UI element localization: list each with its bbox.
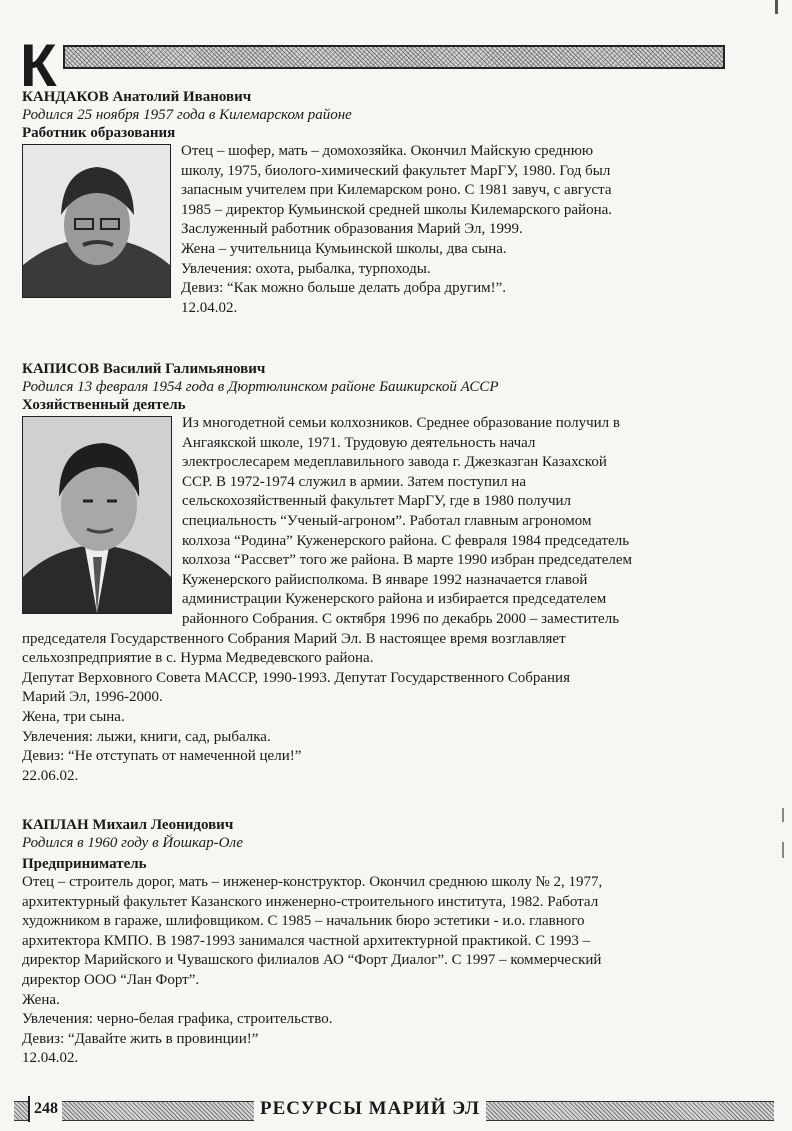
journal-title: РЕСУРСЫ МАРИЙ ЭЛ — [254, 1096, 486, 1122]
bio-line: колхоза “Родина” Куженерского района. С февраля 1984 председатель — [182, 532, 630, 549]
bio-line: Заслуженный работник образования Марий Эл, 1999. — [181, 221, 523, 238]
page-footer — [14, 1094, 774, 1122]
bio-line: художником в гараже, шлифовщиком. С 1985 – начальник бюро эстетики - и.о. главного — [22, 913, 585, 930]
portrait-photo — [22, 416, 172, 614]
bio-line: запасным учителем при Килемарском роно. С 1981 завуч, с августа — [181, 182, 612, 199]
bio-line: директор Марийского и Чувашского филиалов АО “Форт Диалог”. С 1997 – коммерческий — [22, 952, 602, 969]
bio-line: Девиз: “Не отступать от намеченной цели!” — [22, 748, 302, 765]
bio-line: Отец – строитель дорог, мать – инженер-конструктор. Окончил среднюю школу № 2, 1977, — [22, 874, 603, 890]
section-letter: К — [20, 32, 57, 99]
entry-kapisov — [22, 360, 722, 786]
bio-date: 22.06.02. — [22, 767, 79, 784]
bio-line: Жена – учительница Кумьинской школы, два сына. — [181, 240, 507, 257]
bio-line: Увлечения: охота, рыбалка, турпоходы. — [181, 260, 431, 277]
bio-line: сельскохозяйственный факультет МарГУ, где в 1980 получил — [182, 493, 571, 510]
entry-name: КАПЛАН Михаил Леонидович — [22, 817, 234, 833]
entry-bio-full — [22, 630, 722, 787]
bio-line: администрации Куженерского района и избирается председателем — [182, 591, 607, 608]
bio-line: председателя Государственного Собрания Марий Эл. В настоящее время возглавляет — [22, 630, 566, 647]
bio-line: ССР. В 1972-1974 служил в армии. Затем поступил на — [182, 473, 526, 490]
entry-born: Родился в 1960 году в Йошкар-Оле — [22, 835, 244, 851]
entry-role: Предприниматель — [22, 856, 147, 872]
bio-line: Девиз: “Как можно больше делать добра другим!”. — [181, 280, 507, 297]
entry-role: Работник образования — [22, 125, 176, 141]
bio-line: Отец – шофер, мать – домохозяйка. Окончил Майскую среднюю — [181, 143, 594, 159]
bio-line: Увлечения: черно-белая графика, строительство. — [22, 1011, 333, 1028]
bio-line: Из многодетной семьи колхозников. Среднее образование получил в — [182, 415, 620, 431]
bio-line: Увлечения: лыжи, книги, сад, рыбалка. — [22, 728, 271, 745]
bio-line: Ангаякской школе, 1971. Трудовую деятельность начал — [182, 434, 536, 451]
bio-date: 12.04.02. — [181, 299, 238, 316]
bio-line: Марий Эл, 1996-2000. — [22, 689, 163, 706]
bio-line: сельхозпредприятие в с. Нурма Медведевского района. — [22, 650, 374, 667]
bio-line: районного Собрания. С октября 1996 по декабрь 2000 – заместитель — [182, 610, 620, 627]
bio-line: колхоза “Рассвет” того же района. В марте 1990 избран председателем — [182, 552, 632, 569]
entry-name: КАПИСОВ Василий Галимьянович — [22, 361, 266, 377]
bio-line: Жена, три сына. — [22, 708, 125, 725]
bio-line: Депутат Верховного Совета МАССР, 1990-1993. Депутат Государственного Собрания — [22, 669, 570, 686]
bio-line: Куженерского райисполкома. В январе 1992 назначается главой — [182, 571, 588, 588]
bio-line: специальность “Ученый-агроном”. Работал главным агрономом — [182, 512, 592, 529]
entry-kaplan — [22, 816, 722, 1069]
page-number: 248 — [28, 1096, 62, 1122]
entry-role: Хозяйственный деятель — [22, 397, 186, 413]
entry-born: Родился 25 ноября 1957 года в Килемарском районе — [22, 107, 352, 123]
bio-line: 1985 – директор Кумьинской средней школы Килемарского района. — [181, 201, 613, 218]
scan-artifact — [782, 842, 784, 858]
bio-line: архитектурный факультет Казанского инженерно-строительного института, 1982. Работал — [22, 893, 599, 910]
bio-line: школу, 1975, биолого-химический факультет МарГУ, 1980. Год был — [181, 162, 611, 179]
bio-line: Девиз: “Давайте жить в провинции!” — [22, 1030, 259, 1047]
portrait-photo — [22, 144, 171, 298]
bio-line: электрослесарем медеплавильного завода г. Джезказган Казахской — [182, 454, 607, 471]
section-header-band — [63, 45, 725, 69]
scan-artifact — [782, 808, 784, 822]
bio-date: 12.04.02. — [22, 1050, 79, 1067]
bio-line: директор ООО “Лан Форт”. — [22, 971, 200, 988]
bio-line: архитектора КМПО. В 1987-1993 занимался частной архитектурной практикой. С 1993 – — [22, 932, 591, 949]
scan-artifact — [775, 0, 778, 14]
entry-kandakov — [22, 88, 722, 318]
entry-name: КАНДАКОВ Анатолий Иванович — [22, 89, 252, 105]
entry-bio — [22, 873, 722, 1069]
bio-line: Жена. — [22, 991, 60, 1008]
entry-born: Родился 13 февраля 1954 года в Дюртюлинском районе Башкирской АССР — [22, 379, 499, 395]
